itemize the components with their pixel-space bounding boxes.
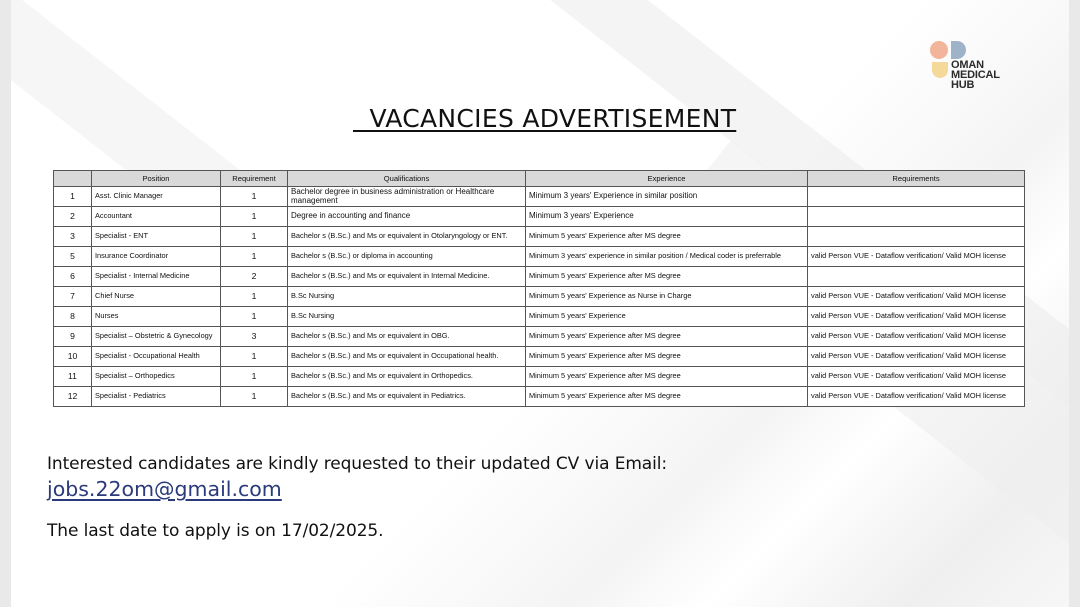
row-number: 9 <box>54 327 92 347</box>
requirements-cell <box>808 187 1025 207</box>
table-row <box>54 347 1025 367</box>
requirements-cell: valid Person VUE - Dataflow verification/ Valid MOH license <box>808 367 1025 387</box>
position-cell: Specialist - Occupational Health <box>92 347 221 367</box>
row-number: 3 <box>54 227 92 247</box>
apply-instructions: Interested candidates are kindly requested to their updated CV via Email: <box>47 454 667 474</box>
table-row <box>54 187 1025 207</box>
requirements-cell: valid Person VUE - Dataflow verification/ Valid MOH license <box>808 247 1025 267</box>
requirement-cell: 1 <box>221 247 288 267</box>
experience-cell: Minimum 5 years' Experience after MS degree <box>526 227 808 247</box>
qualifications-cell: Bachelor s (B.Sc.) or diploma in accounting <box>288 247 526 267</box>
logo-line1: OMAN <box>951 59 984 71</box>
requirements-cell: valid Person VUE - Dataflow verification/ Valid MOH license <box>808 327 1025 347</box>
qualifications-cell: B.Sc Nursing <box>288 307 526 327</box>
experience-cell: Minimum 5 years' Experience <box>526 307 808 327</box>
requirements-cell <box>808 227 1025 247</box>
requirements-cell: valid Person VUE - Dataflow verification/ Valid MOH license <box>808 387 1025 407</box>
requirement-cell: 1 <box>221 187 288 207</box>
requirements-cell <box>808 207 1025 227</box>
position-cell: Specialist – Orthopedics <box>92 367 221 387</box>
position-cell: Accountant <box>92 207 221 227</box>
requirements-cell: valid Person VUE - Dataflow verification/ Valid MOH license <box>808 347 1025 367</box>
experience-cell: Minimum 5 years' Experience as Nurse in Charge <box>526 287 808 307</box>
row-number: 12 <box>54 387 92 407</box>
row-number: 11 <box>54 367 92 387</box>
header-position: Position <box>92 171 221 187</box>
qualifications-cell: B.Sc Nursing <box>288 287 526 307</box>
experience-cell: Minimum 5 years' Experience after MS degree <box>526 327 808 347</box>
table-row <box>54 327 1025 347</box>
slide <box>11 0 1069 607</box>
page-title: VACANCIES ADVERTISEMENT <box>353 104 737 133</box>
experience-cell: Minimum 5 years' Experience after MS degree <box>526 347 808 367</box>
qualifications-cell: Degree in accounting and finance <box>288 207 526 227</box>
logo-line3: HUB <box>951 79 975 91</box>
qualifications-cell: Bachelor degree in business administration or Healthcare management <box>288 187 526 207</box>
row-number: 1 <box>54 187 92 207</box>
position-cell: Asst. Clinic Manager <box>92 187 221 207</box>
requirement-cell: 1 <box>221 307 288 327</box>
header-requirement: Requirement <box>221 171 288 187</box>
header-requirements: Requirements <box>808 171 1025 187</box>
experience-cell: Minimum 3 years' experience in similar position / Medical coder is preferrable <box>526 247 808 267</box>
position-cell: Nurses <box>92 307 221 327</box>
qualifications-cell: Bachelor s (B.Sc.) and Ms or equivalent in Orthopedics. <box>288 367 526 387</box>
table-row <box>54 267 1025 287</box>
qualifications-cell: Bachelor s (B.Sc.) and Ms or equivalent in Occupational health. <box>288 347 526 367</box>
position-cell: Specialist - Pediatrics <box>92 387 221 407</box>
row-number: 2 <box>54 207 92 227</box>
requirements-cell: valid Person VUE - Dataflow verification/ Valid MOH license <box>808 287 1025 307</box>
requirement-cell: 1 <box>221 387 288 407</box>
requirement-cell: 1 <box>221 347 288 367</box>
oman-medical-hub-logo <box>929 40 1019 95</box>
position-cell: Insurance Coordinator <box>92 247 221 267</box>
position-cell: Chief Nurse <box>92 287 221 307</box>
table-header-row <box>54 171 1025 187</box>
position-cell: Specialist – Obstetric & Gynecology <box>92 327 221 347</box>
experience-cell: Minimum 5 years' Experience after MS degree <box>526 367 808 387</box>
position-cell: Specialist - Internal Medicine <box>92 267 221 287</box>
row-number: 7 <box>54 287 92 307</box>
requirements-cell: valid Person VUE - Dataflow verification/ Valid MOH license <box>808 307 1025 327</box>
header-no <box>54 171 92 187</box>
row-number: 6 <box>54 267 92 287</box>
table-row <box>54 287 1025 307</box>
table-row <box>54 367 1025 387</box>
deadline-text: The last date to apply is on 17/02/2025. <box>47 521 384 541</box>
qualifications-cell: Bachelor s (B.Sc.) and Ms or equivalent in Pediatrics. <box>288 387 526 407</box>
row-number: 5 <box>54 247 92 267</box>
vacancies-table <box>53 170 1025 407</box>
requirement-cell: 1 <box>221 207 288 227</box>
experience-cell: Minimum 5 years' Experience after MS degree <box>526 387 808 407</box>
requirements-cell <box>808 267 1025 287</box>
row-number: 10 <box>54 347 92 367</box>
table-row <box>54 307 1025 327</box>
table-row <box>54 207 1025 227</box>
position-cell: Specialist - ENT <box>92 227 221 247</box>
qualifications-cell: Bachelor s (B.Sc.) and Ms or equivalent in Otolaryngology or ENT. <box>288 227 526 247</box>
requirement-cell: 3 <box>221 327 288 347</box>
experience-cell: Minimum 3 years' Experience <box>526 207 808 227</box>
qualifications-cell: Bachelor s (B.Sc.) and Ms or equivalent in OBG. <box>288 327 526 347</box>
logo-wordmark <box>951 60 1000 90</box>
table-row <box>54 227 1025 247</box>
experience-cell: Minimum 3 years' Experience in similar position <box>526 187 808 207</box>
requirement-cell: 2 <box>221 267 288 287</box>
experience-cell: Minimum 5 years' Experience after MS degree <box>526 267 808 287</box>
requirement-cell: 1 <box>221 227 288 247</box>
table-row <box>54 387 1025 407</box>
logo-line2: MEDICAL <box>951 69 1000 81</box>
header-experience: Experience <box>526 171 808 187</box>
requirement-cell: 1 <box>221 287 288 307</box>
requirement-cell: 1 <box>221 367 288 387</box>
header-qualifications: Qualifications <box>288 171 526 187</box>
row-number: 8 <box>54 307 92 327</box>
qualifications-cell: Bachelor s (B.Sc.) and Ms or equivalent in Internal Medicine. <box>288 267 526 287</box>
table-row <box>54 247 1025 267</box>
email-link[interactable]: jobs.22om@gmail.com <box>47 477 282 501</box>
